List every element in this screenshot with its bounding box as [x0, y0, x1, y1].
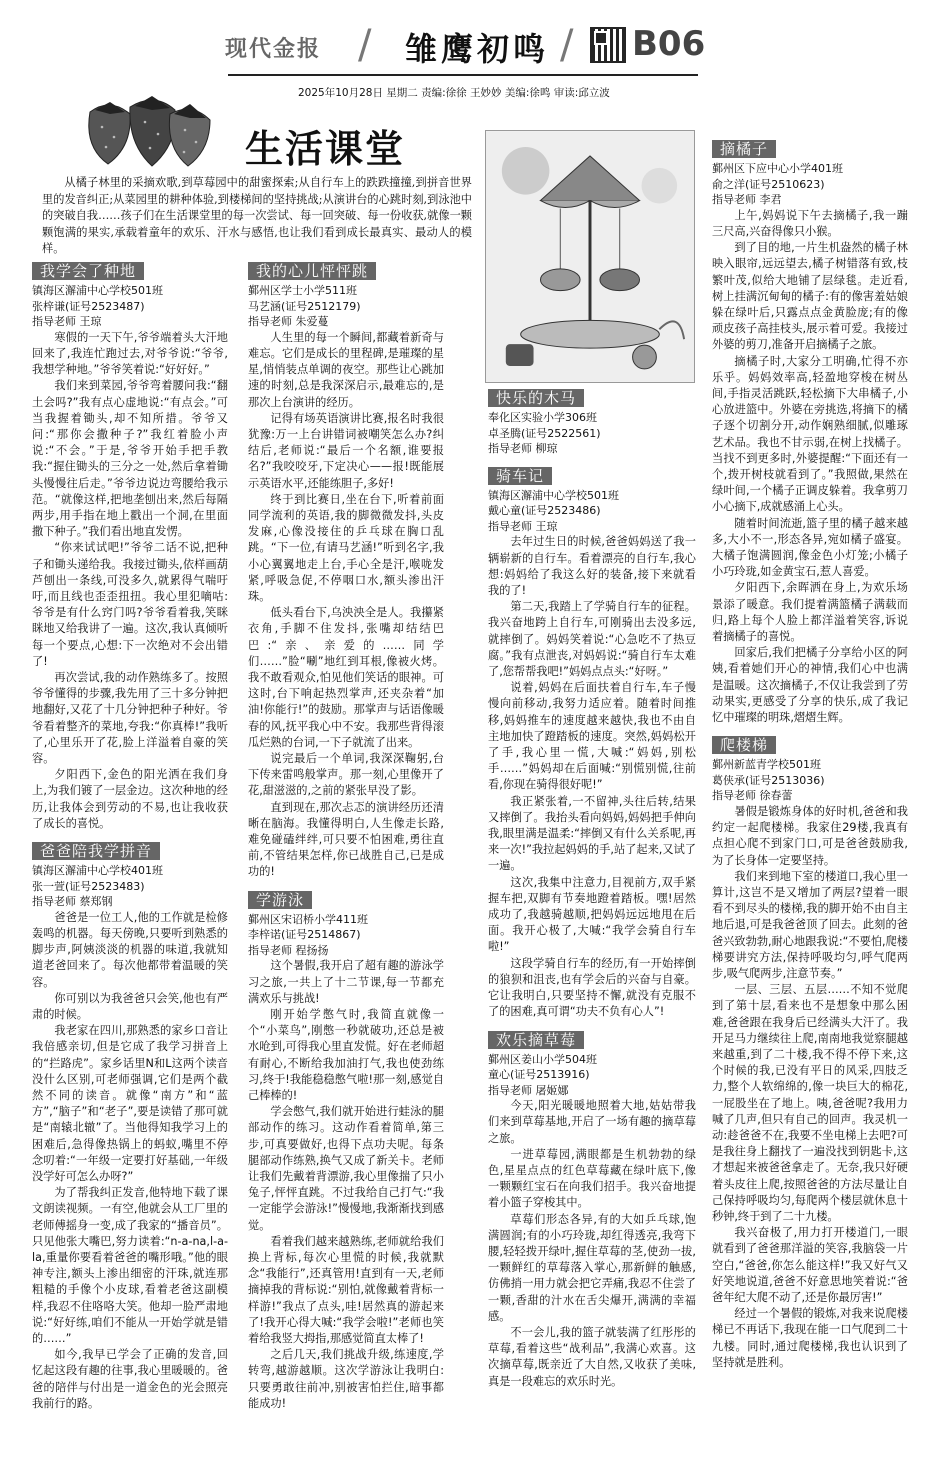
paragraph: 记得有场英语演讲比赛,报名时我很犹豫:万一上台讲错词被嘲笑怎么办?纠结后,老师说:“最后一个名额,谁要报名?”我咬咬牙,下定决心——报!既能展示英语水平,还能练胆子,多好! — [248, 411, 444, 490]
column-4 — [712, 140, 908, 1371]
paragraph: 说着,妈妈在后面扶着自行车,车子慢慢向前移动,我努力适应着。随着时间推移,妈妈推车的速度越来越快,我也不由自主地加快了蹬踏板的速度。突然,妈妈松开了手,我心里一慌,大喊:“妈妈,别松手……”妈妈却在后面喊:“别慌别慌,往前看,你现在骑得很好呢!” — [488, 681, 696, 792]
header-slash-icon: / — [560, 22, 574, 68]
article-teacher: 指导老师 王琼 — [32, 315, 102, 329]
column-2 — [248, 262, 444, 1412]
section-name: 雏鹰初鸣 — [405, 30, 550, 68]
paragraph: 到了目的地,一片生机盎然的橘子林映入眼帘,远远望去,橘子树错落有致,枝繁叶茂,似给大地铺了层绿毯。走近看,树上挂满沉甸甸的橘子:有的像害羞姑娘躲在绿叶后,只露点点金黄脸庞;有的像顽皮孩子高挂枝头,展示着可爱。我接过外婆的剪刀,准备开启摘橘子之旅。 — [712, 241, 908, 352]
article-author: 葛侠承(证号2513036) — [712, 773, 825, 787]
article-title: 我的心儿怦怦跳 — [248, 262, 376, 280]
paragraph: 这段学骑自行车的经历,有一开始摔倒的狼狈和沮丧,也有学会后的兴奋与自豪。它让我明白,只要坚持不懈,就没有克服不了的困难,真可谓“功夫不负有心人”! — [488, 956, 696, 1019]
header-rule — [228, 74, 698, 76]
article-title: 摘橘子 — [712, 140, 776, 158]
article-teacher: 指导老师 蔡郑钢 — [32, 895, 113, 909]
article-author: 张梓谦(证号2523487) — [32, 299, 145, 313]
paragraph: 夕阳西下,余晖洒在身上,为欢乐场景添了暖意。我们提着满篮橘子满载而归,路上每个人脸上都洋溢着笑容,诉说着摘橘子的喜悦。 — [712, 581, 908, 643]
article-school: 镇海区澥浦中心学校501班 — [488, 488, 619, 502]
article-title: 骑车记 — [488, 467, 552, 485]
article-author: 张一萱(证号2523483) — [32, 879, 145, 893]
paragraph: 你可别以为我爸爸只会笑,他也有严肃的时候。 — [32, 991, 228, 1021]
paragraph: 暑假是锻炼身体的好时机,爸爸和我约定一起爬楼梯。我家住29楼,我真有点担心爬不到家门口,可是爸爸鼓励我,为了长身体一定要坚持。 — [712, 804, 908, 867]
article-school: 鄞州区宋诏桥小学411班 — [248, 912, 368, 926]
paragraph: 第二天,我踏上了学骑自行车的征程。我兴奋地跨上自行车,可刚骑出去没多远,就摔倒了。妈妈笑着说:“心急吃不了热豆腐。”我有点泄丧,对妈妈说:“骑自行车太难了,您帮帮我吧!”妈妈点点头:“好呀。” — [488, 600, 696, 679]
paragraph: 爸爸是一位工人,他的工作就是检修轰鸣的机器。每天傍晚,只要听到熟悉的脚步声,阿姨淡淡的机器的味道,我就知道老爸回来了。每次他都带着温暖的笑容。 — [32, 910, 228, 989]
strawberry-image — [70, 92, 225, 172]
paragraph: 随着时间流逝,篮子里的橘子越来越多,大小不一,形态各异,宛如橘子盛宴。大橘子饱满圆润,像金色小灯笼;小橘子小巧玲珑,如金黄宝石,惹人喜爱。 — [712, 516, 908, 579]
article-teacher: 指导老师 徐春蕾 — [712, 789, 793, 803]
article-school: 鄞州新蓝青学校501班 — [712, 758, 821, 772]
dateline: 2025年10月28日 星期二 责编:徐徐 王妙妙 美编:徐鸣 审读:邱立波 — [298, 87, 610, 99]
paragraph: “你来试试吧!”爷爷二话不说,把种子和锄头递给我。我接过锄头,依样画葫芦刨出一条线,可没多久,就累得气喘吁吁,而且线也歪歪扭扭。我心里犯嘀咕:爷爷是有什么窍门吗?爷爷看着我,笑眯眯地又给我讲了一遍。这次,我认真倾听每一个要点,心想:下一次绝对不会出错了! — [32, 541, 228, 668]
paragraph: 摘橘子时,大家分工明确,忙得不亦乐乎。妈妈效率高,轻盈地穿梭在树丛间,手指灵活跳跃,轻松摘下大串橘子,小心放进篮中。外婆在旁挑选,将摘下的橘子逐个切割分开,动作娴熟细腻,似雕琢艺术品。我也不甘示弱,在树上找橘子。当找不到更多时,外婆提醒:“下面还有一个,拨开树枝就看到了。”我照做,果然在绿叶间,一个橘子正调皮躲着。我拿剪刀小心摘下,成就感涌上心头。 — [712, 354, 908, 514]
article-title: 我学会了种地 — [32, 262, 144, 280]
article-author: 戴心童(证号2523486) — [488, 504, 601, 518]
feature-intro: 从橘子林里的采摘欢歌,到草莓园中的甜蜜探索;从自行车上的跌跌撞撞,到拼音世界里的发音纠正;从菜园里的耕种体验,到楼梯间的坚持挑战;从演讲台的心跳时刻,到泳池中的突破自我……孩子们在生活课堂里的每一次尝试、每一回突破、每一份收获,就像一颗颗饱满的果实,承载着童年的欢乐、汗水与感悟,也让我们看到成长最真实、最动人的模样。 — [42, 176, 472, 255]
paragraph: 如今,我早已学会了正确的发音,回忆起这段有趣的往事,我心里暖暖的。爸爸的陪伴与付出是一道金色的光会照亮我前行的路。 — [32, 1348, 228, 1410]
paragraph: 这次,我集中注意力,目视前方,双手紧握车把,双脚有节奏地蹬着踏板。嘿!居然成功了,我越骑越顺,把妈妈远远地甩在后面。我开心极了,大喊:“我学会骑自行车啦!” — [488, 875, 696, 954]
paragraph: 我老家在四川,那熟悉的家乡口音让我倍感亲切,但是它成了我学习拼音上的“拦路虎”。家乡话里N和L这两个读音没什么区别,可老师强调,它们是两个截然不同的读音。就像“南方”和“蓝方”,“脑子”和“老子”,要是读错了那可就是“南辕北辙”了。当他得知我学习上的困难后,急得像热锅上的蚂蚁,嘴里不停念叨着:“一年级一定要打好基础,一年级没学好可怎么办呀?” — [32, 1024, 228, 1183]
carousel-painting — [485, 130, 695, 383]
article-title: 快乐的木马 — [488, 389, 584, 407]
header-slash-icon: / — [358, 22, 372, 68]
article-school: 鄞州区姜山小学504班 — [488, 1052, 597, 1066]
paragraph: 回家后,我们把橘子分享给小区的阿姨,看着她们开心的神情,我们心中也满是温暖。这次摘橘子,不仅让我尝到了劳动果实,更感受了分享的快乐,成了我记忆中璀璨的明珠,熠熠生辉。 — [712, 646, 908, 724]
article-school: 镇海区澥浦中心学校501班 — [32, 284, 163, 298]
column-1 — [32, 262, 228, 1412]
paragraph: 之后几天,我们挑战升级,练速度,学转弯,越游越顺。这次学游泳让我明白:只要勇敢往前冲,别被害怕拦住,暗事都能成功! — [248, 1348, 444, 1410]
paragraph: 今天,阳光暖暖地照着大地,姑姑带我们来到草莓基地,开启了一场有趣的摘草莓之旅。 — [488, 1099, 696, 1145]
article-author: 马艺涵(证号2512179) — [248, 299, 361, 313]
paragraph: 我兴奋极了,用力打开楼道门,一眼就看到了爸爸那洋溢的笑容,我脑袋一片空白,“爸爸,你怎么能这样!”我又好气又好笑地说道,爸爸不好意思地笑着说:“爸爸年纪大爬不动了,还是你最厉害!” — [712, 1226, 908, 1304]
article-title: 欢乐摘草莓 — [488, 1031, 584, 1049]
paragraph: 人生里的每一个瞬间,都藏着新奇与难忘。它们是成长的里程碑,是璀璨的星星,悄悄装点单调的夜空。那些让心跳加速的时刻,总是我深深启示,最难忘的,是那次上台演讲的经历。 — [248, 330, 444, 409]
feature-title: 生活课堂 — [245, 127, 406, 171]
article-teacher: 指导老师 屠姬娜 — [488, 1083, 569, 1097]
article-school: 镇海区澥浦中心学校401班 — [32, 864, 163, 878]
article-author: 卓圣腾(证号2522561) — [488, 426, 601, 440]
article-school: 鄞州区学士小学511班 — [248, 284, 357, 298]
article-teacher: 指导老师 程扬扬 — [248, 943, 329, 957]
paragraph: 再次尝试,我的动作熟练多了。按照爷爷懂得的步骤,我先用了三十多分钟把地翻好,又花了十几分钟把种子种好。爷爷看着整齐的菜地,夸我:“你真棒!”我听了,心里乐开了花,脸上洋溢着自豪的笑容。 — [32, 670, 228, 765]
paragraph: 我们来到菜园,爷爷弯着腰问我:“翻土会吗?”我有点心虚地说:“有点会。”可当我握着锄头,却不知所措。爷爷又问:“那你会撒种子?”我红着脸小声说:“不会。”于是,爷爷开始手把手教我:“握住锄头的三分之一处,然后拿着锄头慢慢往后走。”爷爷边说边弯腰给我示范。“就像这样,把地垄刨出来,然后每隔两步,用手指在地上戳出一个洞,在里面撒下种子。”我们看出地直发愣。 — [32, 379, 228, 539]
paragraph: 寒假的一天下午,爷爷端着头大汗地回来了,我连忙跑过去,对爷爷说:“爷爷,我想学种地。”爷爷笑着说:“好好好。” — [32, 330, 228, 377]
article-author: 俞之洋(证号2510623) — [712, 177, 825, 191]
paragraph: 我正紧张着,一不留神,头往后转,结果又摔倒了。我抬头看向妈妈,妈妈把手伸向我,眼里满是温柔:“摔倒又有什么关系呢,再来一次!”我拉起妈妈的手,站了起来,又试了一遍。 — [488, 794, 696, 873]
article-school: 奉化区实验小学306班 — [488, 411, 597, 425]
paragraph: 上午,妈妈说下午去摘橘子,我一蹦三尺高,兴奋得像只小猴。 — [712, 208, 908, 238]
article-school: 鄞州区下应中心小学401班 — [712, 162, 843, 176]
paragraph: 一层、三层、五层……不知不觉爬到了第十层,看来也不是想象中那么困难,爸爸跟在我身后已经满头大汗了。我开足马力继续往上爬,南南地我觉察腿越来越重,到了二十楼,我不得不停下来,这个时候的我,已没有平日的风采,四肢乏力,整个人软绵绵的,像一块巨大的棉花,一屁股坐在了地上。咦,爸爸呢?我用力喊了几声,但只有自己的回声。我灵机一动:趁爸爸不在,我要不坐电梯上去吧?可是我往身上翻找了一遍没找到钥匙卡,这才想起来被爸爸拿走了。无奈,我只好硬着头皮往上爬,按照爸爸的方法尽量让自己保持呼吸均匀,每爬两个楼层就休息十秒钟,终于到了二十九楼。 — [712, 983, 908, 1223]
paper-name: 现代金报 — [225, 37, 322, 62]
paragraph: 夕阳西下,金色的阳光洒在我们身上,为我们镀了一层金边。这次种地的经历,让我体会到劳动的不易,也让我收获了成长的喜悦。 — [32, 768, 228, 830]
paragraph: 去年过生日的时候,爸爸妈妈送了我一辆崭新的自行车。看着漂亮的自行车,我心想:妈妈给了我这么好的装备,接下来就看我的了! — [488, 535, 696, 598]
paragraph: 我们来到地下室的楼道口,我心里一算计,这岂不是又增加了两层?望着一眼看不到尽头的楼梯,我的脚开始不由自主地后退,可是我爸爸顶了回去。此刻的爸爸兴致勃勃,耐心地跟我说:“不要怕,爬楼梯要讲究方法,保持呼吸均匀,呼气爬两步,吸气爬两步,注意节奏。” — [712, 869, 908, 980]
paragraph: 终于到比赛日,坐在台下,听着前面同学流利的英语,我的脚微微发抖,头皮发麻,心像没接住的乒乓球在胸口乱跳。“下一位,有请马艺涵!”听到名字,我小心翼翼地走上台,手心全是汗,喉咙发紧,呼吸急促,不停咽口水,额头渗出汗珠。 — [248, 492, 444, 603]
article-teacher: 指导老师 柳琼 — [488, 442, 558, 456]
paragraph: 学会憋气,我们就开始进行蛙泳的腿部动作的练习。这动作看着简单,第三步,可真要做好,也得下点功夫呢。每条腿部动作练熟,换气又成了新关卡。老师让我们先戴着背漂游,我心里像揣了只小兔子,怦怦直跳。不过我给自己打气:“我一定能学会游泳!”慢慢地,我渐渐找到感觉。 — [248, 1105, 444, 1232]
article-teacher: 指导老师 王琼 — [488, 519, 558, 533]
paragraph: 这个暑假,我开启了超有趣的游泳学习之旅,一共上了十二节课,每一节都充满欢乐与挑战! — [248, 959, 444, 1005]
page-number: B06 — [632, 24, 706, 64]
article-title: 学游泳 — [248, 891, 312, 909]
paragraph: 为了帮我纠正发音,他特地下载了课文朗读视频。一有空,他就会从工厂里的老师傅摇身一变,成了我家的“播音员”。只见他张大嘴巴,努力读着:“n-a-na,l-a-la,重量你要看着爸爸的嘴形哦。”他的眼神专注,额头上渗出细密的汗珠,就连那粗糙的手像个小皮球,看着老爸这副模样,我忍不住咯咯大笑。他却一脸严肃地说:“好好练,咱们不能从一开始学就是错的……” — [32, 1186, 228, 1345]
article-author: 李梓诺(证号2514867) — [248, 928, 361, 942]
paragraph: 草莓们形态各异,有的大如乒乓球,饱满圆润;有的小巧玲珑,却红得透亮,我弯下腰,轻轻拨开绿叶,握住草莓的茎,使劲一拔,一颗鲜红的草莓落入掌心,那新鲜的触感,仿佛捎一用力就会把它弄痛,我忍不住尝了一颗,香甜的汁水在舌尖爆开,满满的幸福感。 — [488, 1212, 696, 1323]
article-teacher: 指导老师 李君 — [712, 193, 782, 207]
paragraph: 说完最后一个单词,我深深鞠躬,台下传来雷鸣般掌声。那一刻,心里像开了花,甜滋滋的,之前的紧张早没了影。 — [248, 751, 444, 798]
article-title: 爸爸陪我学拼音 — [32, 842, 160, 860]
qr-code-icon[interactable] — [590, 27, 626, 63]
paragraph: 直到现在,那次忐忑的演讲经历还清晰在脑海。我懂得明白,人生像走长路,难免碰磕绊绊,可只要不怕困难,勇往直前,不管结果怎样,你已战胜自己,已是成功的! — [248, 800, 444, 879]
paragraph: 低头看台下,乌泱泱全是人。我攥紧衣角,手脚不住发抖,张嘴却结结巴巴:“亲、亲爱的……同学们……”脸“唰”地红到耳根,像被火烤。我不敢看观众,怕见他们笑话的眼神。可这时,台下响起热烈掌声,还夹杂着“加油!你能行!”的鼓励。那掌声与话语像暖春的风,抚平我心中不安。我那些背得滚瓜烂熟的台词,一下子就流了出来。 — [248, 606, 444, 749]
article-title: 爬楼梯 — [712, 736, 776, 754]
paragraph: 一进草莓园,满眼都是生机勃勃的绿色,星星点点的红色草莓藏在绿叶底下,像一颗颗红宝石在向我们招手。我兴奋地提着小篮子穿梭其中。 — [488, 1147, 696, 1210]
page-header — [0, 0, 934, 99]
paragraph: 刚开始学憋气时,我简直就像一个“小菜鸟”,刚憋一秒就破功,还总是被水呛到,可得我心里直发慌。好在老师超有耐心,不断给我加油打气,我也使劲练习,终于!我能稳稳憋气啦!那一刻,感觉自己棒棒的! — [248, 1007, 444, 1102]
article-author: 童心(证号2513916) — [488, 1068, 590, 1082]
paragraph: 经过一个暑假的锻炼,对我来说爬楼梯已不再话下,我现在能一口气爬到二十九楼。同时,通过爬楼梯,我也认识到了坚持就是胜利。 — [712, 1307, 908, 1369]
paragraph: 看着我们越来越熟练,老师就给我们换上背标,每次心里慌的时候,我就默念“我能行”,还真管用!直到有一天,老师摘掉我的背标说:“别怕,就像戴着背标一样游!”我点了点头,哇!居然真的游起来了!我开心得大喊:“我学会啦!”老师也笑着给我竖大拇指,那感觉简直太棒了! — [248, 1234, 444, 1345]
paragraph: 不一会儿,我的篮子就装满了红彤彤的草莓,看着这些“战利品”,我满心欢喜。这次摘草莓,既亲近了大自然,又收获了美味,真是一段难忘的欢乐时光。 — [488, 1326, 696, 1388]
article-teacher: 指导老师 朱爱蔓 — [248, 315, 329, 329]
column-3 — [488, 389, 696, 1390]
